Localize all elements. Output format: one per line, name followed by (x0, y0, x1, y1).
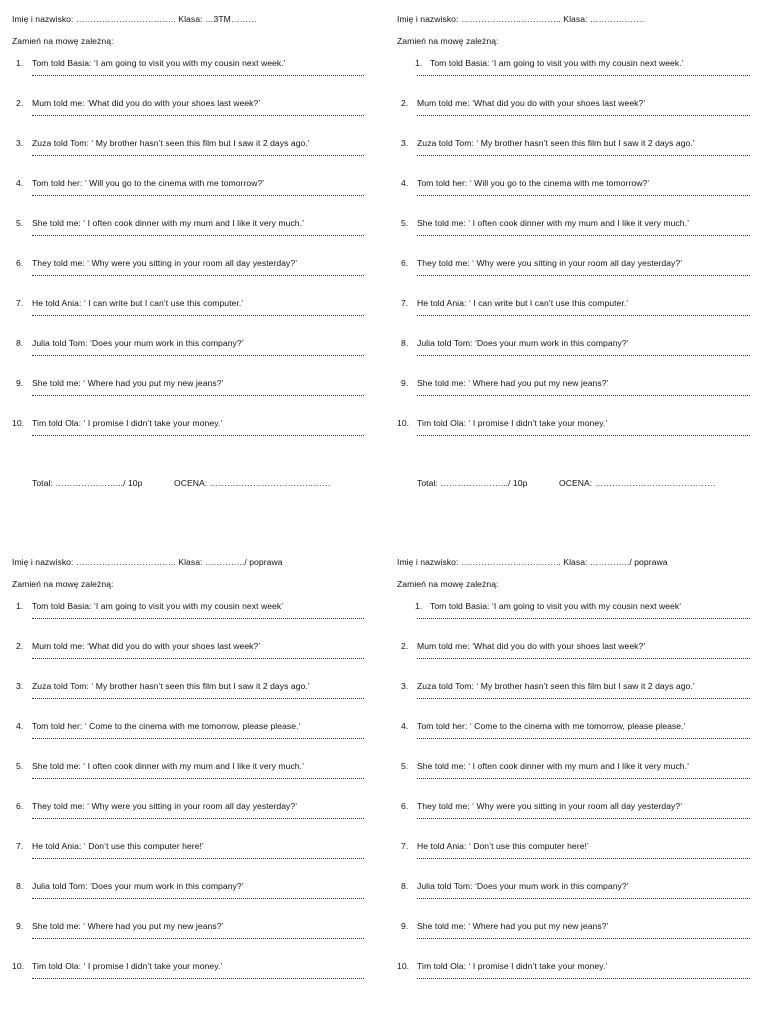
question-text: She told me: ‘ I often cook dinner with my mum and I like it very much.’ (417, 218, 690, 228)
question-item (397, 681, 768, 721)
question-number: 3. (16, 138, 24, 148)
question-text: He told Ania: ‘ Don’t use this computer here!’ (32, 841, 204, 851)
question-number: 7. (401, 298, 409, 308)
question-text: He told Ania: ‘ I can write but I can’t use this computer.’ (417, 298, 629, 308)
question-text: Tim told Ola: ‘ I promise I didn’t take your money.’ (417, 961, 608, 971)
question-text: Tom told Basia: ‘I am going to visit you with my cousin next week.’ (430, 58, 684, 68)
answer-line[interactable] (32, 738, 364, 739)
question-number: 7. (401, 841, 409, 851)
question-item (397, 641, 768, 681)
question-number: 6. (401, 258, 409, 268)
question-item (397, 881, 768, 921)
total-score (417, 478, 716, 488)
question-number: 1. (16, 58, 24, 68)
question-number: 3. (16, 681, 24, 691)
question-number: 4. (401, 178, 409, 188)
question-item (12, 761, 384, 801)
question-text: Zuza told Tom: ‘ My brother hasn’t seen this film but I saw it 2 days ago.’ (417, 681, 695, 691)
answer-line[interactable] (32, 978, 364, 979)
answer-line[interactable] (32, 898, 364, 899)
question-number: 3. (401, 138, 409, 148)
answer-line[interactable] (417, 818, 750, 819)
total-label: Total: ………………….../ 10p (417, 478, 528, 488)
question-text: Mum told me: ‘What did you do with your shoes last week?’ (417, 641, 646, 651)
question-text: Zuza told Tom: ‘ My brother hasn’t seen this film but I saw it 2 days ago.’ (417, 138, 695, 148)
question-text: Tom told Basia: ‘I am going to visit you with my cousin next week’ (32, 601, 284, 611)
answer-line[interactable] (417, 938, 750, 939)
question-item (12, 218, 384, 258)
answer-line[interactable] (32, 435, 364, 436)
question-item (12, 298, 384, 338)
question-number: 10. (397, 961, 410, 971)
question-item (397, 841, 768, 881)
question-number: 6. (16, 801, 24, 811)
grade-label: OCENA: …………………………………… (174, 478, 331, 488)
answer-line[interactable] (417, 618, 750, 619)
question-number: 9. (16, 378, 24, 388)
instruction: Zamień na mowę zależną: (12, 36, 114, 46)
question-text: Tom told her: ‘ Come to the cinema with me tomorrow, please please.’ (417, 721, 686, 731)
question-number: 1. (415, 601, 423, 611)
answer-line[interactable] (32, 235, 364, 236)
question-item (12, 641, 384, 681)
answer-line[interactable] (417, 698, 750, 699)
question-item (12, 98, 384, 138)
answer-line[interactable] (32, 618, 364, 619)
question-item (12, 378, 384, 418)
question-item (397, 298, 768, 338)
question-item (397, 721, 768, 761)
answer-line[interactable] (32, 155, 364, 156)
question-number: 2. (401, 641, 409, 651)
answer-line[interactable] (417, 315, 750, 316)
name-class-header: Imię i nazwisko: …………………………….. Klasa: …3TM……… (12, 14, 257, 24)
question-number: 1. (415, 58, 423, 68)
question-item (397, 218, 768, 258)
question-number: 10. (397, 418, 410, 428)
question-text: She told me: ‘ Where had you put my new jeans?’ (417, 378, 609, 388)
question-text: She told me: ‘ I often cook dinner with my mum and I like it very much.’ (32, 761, 305, 771)
question-number: 5. (16, 761, 24, 771)
question-item (397, 258, 768, 298)
question-text: Julia told Tom: ‘Does your mum work in this company?’ (32, 881, 244, 891)
question-item (12, 138, 384, 178)
question-number: 7. (16, 298, 24, 308)
answer-line[interactable] (417, 658, 750, 659)
question-number: 2. (16, 98, 24, 108)
question-item (12, 881, 384, 921)
question-item (12, 681, 384, 721)
question-item (397, 961, 768, 1001)
question-number: 1. (16, 601, 24, 611)
answer-line[interactable] (32, 858, 364, 859)
question-item (397, 378, 768, 418)
question-text: Tom told her: ‘ Will you go to the cinema with me tomorrow?’ (32, 178, 265, 188)
answer-line[interactable] (32, 315, 364, 316)
question-text: Tom told her: ‘ Will you go to the cinema with me tomorrow?’ (417, 178, 650, 188)
name-class-header: Imię i nazwisko: …………………………….. Klasa: ………………. (397, 14, 645, 24)
question-number: 8. (401, 338, 409, 348)
question-text: Julia told Tom: ‘Does your mum work in this company?’ (417, 881, 629, 891)
question-number: 9. (16, 921, 24, 931)
question-text: They told me: ‘ Why were you sitting in your room all day yesterday?’ (32, 258, 298, 268)
question-number: 2. (16, 641, 24, 651)
answer-line[interactable] (32, 355, 364, 356)
answer-line[interactable] (417, 858, 750, 859)
question-number: 4. (16, 721, 24, 731)
answer-line[interactable] (32, 115, 364, 116)
answer-line[interactable] (32, 395, 364, 396)
name-class-header: Imię i nazwisko: …………………………….. Klasa: …………../ poprawa (397, 557, 668, 567)
question-item (12, 418, 384, 458)
answer-line[interactable] (417, 778, 750, 779)
question-number: 6. (401, 801, 409, 811)
question-text: She told me: ‘ I often cook dinner with my mum and I like it very much.’ (32, 218, 305, 228)
answer-line[interactable] (417, 75, 750, 76)
answer-line[interactable] (32, 275, 364, 276)
question-text: She told me: ‘ Where had you put my new jeans?’ (32, 921, 224, 931)
answer-line[interactable] (417, 235, 750, 236)
question-item (397, 338, 768, 378)
instruction: Zamień na mowę zależną: (12, 579, 114, 589)
instruction: Zamień na mowę zależną: (397, 36, 499, 46)
answer-line[interactable] (417, 355, 750, 356)
answer-line[interactable] (32, 75, 364, 76)
question-number: 9. (401, 378, 409, 388)
question-number: 7. (16, 841, 24, 851)
question-number: 5. (16, 218, 24, 228)
question-item (12, 801, 384, 841)
question-item (12, 601, 384, 641)
question-item (12, 338, 384, 378)
question-item (397, 761, 768, 801)
question-item (12, 921, 384, 961)
question-text: They told me: ‘ Why were you sitting in your room all day yesterday?’ (417, 801, 683, 811)
question-item (12, 961, 384, 1001)
question-number: 4. (16, 178, 24, 188)
question-number: 5. (401, 218, 409, 228)
question-text: She told me: ‘ Where had you put my new jeans?’ (417, 921, 609, 931)
name-class-header: Imię i nazwisko: …………………………….. Klasa: …………../ poprawa (12, 557, 283, 567)
question-text: Tim told Ola: ‘ I promise I didn’t take your money.’ (417, 418, 608, 428)
question-text: Zuza told Tom: ‘ My brother hasn’t seen this film but I saw it 2 days ago.’ (32, 681, 310, 691)
question-item (12, 178, 384, 218)
question-item (397, 138, 768, 178)
answer-line[interactable] (417, 898, 750, 899)
question-number: 8. (16, 338, 24, 348)
total-score (32, 478, 331, 488)
question-text: Tim told Ola: ‘ I promise I didn’t take your money.’ (32, 418, 223, 428)
question-number: 8. (16, 881, 24, 891)
question-number: 10. (12, 961, 25, 971)
question-text: Mum told me: ‘What did you do with your shoes last week?’ (417, 98, 646, 108)
question-item (397, 801, 768, 841)
question-text: Julia told Tom: ‘Does your mum work in this company?’ (32, 338, 244, 348)
question-item (397, 58, 768, 98)
answer-line[interactable] (32, 778, 364, 779)
answer-line[interactable] (417, 155, 750, 156)
question-text: She told me: ‘ I often cook dinner with my mum and I like it very much.’ (417, 761, 690, 771)
question-text: Julia told Tom: ‘Does your mum work in this company?’ (417, 338, 629, 348)
question-text: Tom told Basia: ‘I am going to visit you with my cousin next week’ (430, 601, 682, 611)
question-text: Zuza told Tom: ‘ My brother hasn’t seen this film but I saw it 2 days ago.’ (32, 138, 310, 148)
answer-line[interactable] (417, 738, 750, 739)
question-text: They told me: ‘ Why were you sitting in your room all day yesterday?’ (417, 258, 683, 268)
question-number: 5. (401, 761, 409, 771)
answer-line[interactable] (32, 938, 364, 939)
question-item (397, 178, 768, 218)
answer-line[interactable] (417, 275, 750, 276)
answer-line[interactable] (32, 818, 364, 819)
total-label: Total: ………………….../ 10p (32, 478, 143, 488)
question-item (12, 721, 384, 761)
answer-line[interactable] (417, 978, 750, 979)
answer-line[interactable] (417, 195, 750, 196)
question-text: Mum told me: ‘What did you do with your shoes last week?’ (32, 641, 261, 651)
question-number: 6. (16, 258, 24, 268)
answer-line[interactable] (417, 435, 750, 436)
question-item (397, 418, 768, 458)
answer-line[interactable] (32, 658, 364, 659)
question-item (397, 601, 768, 641)
answer-line[interactable] (32, 698, 364, 699)
question-item (12, 841, 384, 881)
question-item (12, 58, 384, 98)
question-number: 9. (401, 921, 409, 931)
question-text: He told Ania: ‘ I can write but I can’t use this computer.’ (32, 298, 244, 308)
question-number: 4. (401, 721, 409, 731)
question-item (12, 258, 384, 298)
question-item (397, 921, 768, 961)
question-text: Tom told Basia: ‘I am going to visit you with my cousin next week.’ (32, 58, 286, 68)
question-text: He told Ania: ‘ Don’t use this computer here!’ (417, 841, 589, 851)
answer-line[interactable] (417, 395, 750, 396)
instruction: Zamień na mowę zależną: (397, 579, 499, 589)
question-number: 2. (401, 98, 409, 108)
answer-line[interactable] (32, 195, 364, 196)
question-text: Tom told her: ‘ Come to the cinema with me tomorrow, please please.’ (32, 721, 301, 731)
question-number: 10. (12, 418, 25, 428)
answer-line[interactable] (417, 115, 750, 116)
question-number: 8. (401, 881, 409, 891)
question-text: They told me: ‘ Why were you sitting in your room all day yesterday?’ (32, 801, 298, 811)
question-item (397, 98, 768, 138)
question-text: Mum told me: ‘What did you do with your shoes last week?’ (32, 98, 261, 108)
question-number: 3. (401, 681, 409, 691)
question-text: She told me: ‘ Where had you put my new jeans?’ (32, 378, 224, 388)
question-text: Tim told Ola: ‘ I promise I didn’t take your money.’ (32, 961, 223, 971)
grade-label: OCENA: …………………………………… (559, 478, 716, 488)
